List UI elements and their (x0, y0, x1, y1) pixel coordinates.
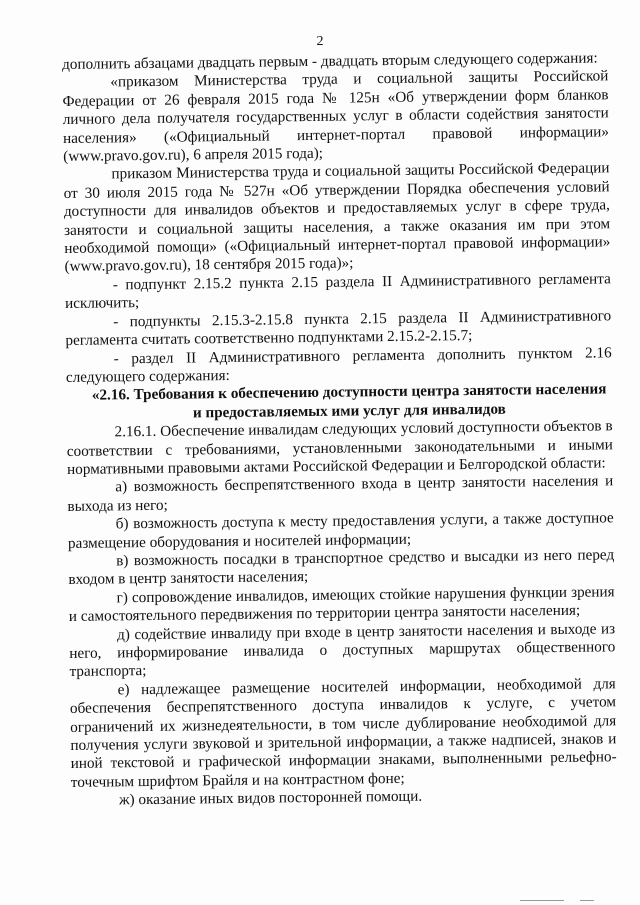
scan-mark (520, 900, 564, 901)
paragraph-order-527n: приказом Министерства труда и социальной защиты Российской Федерации от 30 июля 2015 года № 527н «Об утверждении Порядка обеспечения условий доступности для инвалидов объектов и предоставляемых услуг в сфере труда, занятости и социальной защиты населения, а также оказания им при этом необходимой помощи» («Официальный интернет-портал правовой информации» (www.pravo.gov.ru), 18 сентября 2015 года)»; (63, 159, 611, 276)
scan-mark (580, 900, 594, 901)
paragraph-add-2-16: - раздел II Административного регламента дополнить пунктом 2.16 следующего содержания: (65, 343, 612, 386)
list-item-b: б) возможность доступа к месту предоставления услуги, а также доступное размещение оборудования и носителей информации; (67, 509, 614, 552)
list-item-e: е) надлежащее размещение носителей информации, необходимой для обеспечения беспрепятственного доступа инвалидов к услуге, с учетом ограничений их жизнедеятельности, в том числе дублирование необходимой для получения услуги звуковой и зрительной информации, а также надписей, знаков и иной текстовой и графической информации знаками, выполненными рельефно-точечным шрифтом Брайля и на контрастном фоне; (69, 675, 617, 791)
list-item-g: г) сопровождение инвалидов, имеющих стойкие нарушения функции зрения и самостоятельного передвижения по территории центра занятости населения; (68, 583, 615, 626)
paragraph-order-125n: «приказом Министерства труда и социальной защиты Российской Федерации от 26 февраля 2015 года № 125н «Об утверждении форм бланков личного дела получателя государственных услуг в области содействия занятости населения» («Официальный интернет-портал правовой информации» (www.pravo.gov.ru), 6 апреля 2015 года); (62, 67, 610, 166)
list-item-zh: ж) оказание иных видов посторонней помощи. (118, 787, 423, 809)
paragraph-exclude-2-15-2: - подпункт 2.15.2 пункта 2.15 раздела II Административного регламента исключить; (64, 270, 611, 313)
page-number: 2 (316, 34, 324, 49)
paragraph-renumber-subitems: - подпункты 2.15.3-2.15.8 пункта 2.15 раздела II Административного регламента считать соответственно подпунктами 2.15.2-2.15.7; (65, 306, 612, 350)
paragraph-intro: дополнить абзацами двадцать первым - двадцать вторым следующего содержания: (62, 49, 598, 73)
paragraph-2-16-1: 2.16.1. Обеспечение инвалидам следующих условий доступности объектов в соответствии с требованиями, установленными законодательными и иными нормативными правовыми актами Российской Федерации и Белгородской области: (66, 417, 613, 478)
section-heading-2-16: «2.16. Требования к обеспечению доступности центра занятости населения и предоставляемых ими услуг для инвалидов (91, 380, 607, 422)
list-item-v: в) возможность посадки в транспортное средство и высадки из него перед входом в центр занятости населения; (68, 546, 615, 589)
document-body (62, 49, 617, 810)
list-item-d: д) содействие инвалиду при входе в центр занятости населения и выходе из него, информирование инвалида о доступных маршрутах общественного транспорта; (69, 619, 616, 681)
list-item-a: а) возможность беспрепятственного входа в центр занятости населения и выхода из него; (67, 472, 614, 515)
